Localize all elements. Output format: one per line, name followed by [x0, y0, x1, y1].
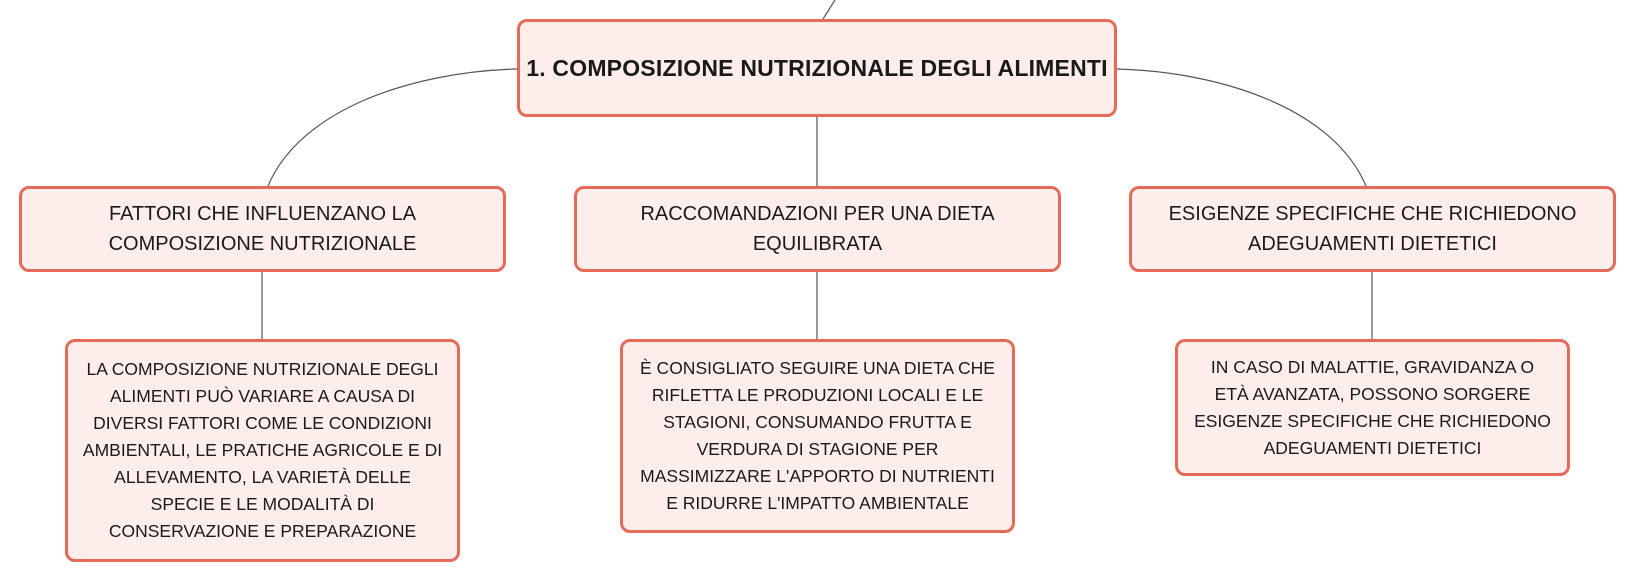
topic-label-factors: FATTORI CHE INFLUENZANO LA COMPOSIZIONE NUTRIZIONALE: [108, 203, 417, 255]
connector-root-to-branch-3: [1117, 69, 1366, 186]
subtopic-node-factors-detail[interactable]: [65, 339, 460, 562]
subtopic-text-factors-detail: LA COMPOSIZIONE NUTRIZIONALE DEGLI ALIMENTI PUÒ VARIARE A CAUSA DI DIVERSI FATTORI COME LE CONDIZIONI AMBIENTALI, LE PRATICHE AGRICOLE E DI ALLEVAMENTO, LA VARIETÀ DELLE SPECIE E LE MODALITÀ DI CONSERVAZIONE E PREPARAZIONE: [82, 359, 443, 541]
subtopic-text-specific-needs-detail: IN CASO DI MALATTIE, GRAVIDANZA O ETÀ AVANZATA, POSSONO SORGERE ESIGENZE SPECIFICHE CHE RICHIEDONO ADEGUAMENTI DIETETICI: [1194, 356, 1551, 458]
subtopic-node-recommendations-detail[interactable]: [620, 339, 1015, 533]
topic-node-specific-needs[interactable]: [1129, 186, 1616, 272]
connector-parent-to-root: [823, 0, 835, 19]
topic-node-factors[interactable]: [19, 186, 506, 272]
subtopic-node-specific-needs-detail[interactable]: [1175, 339, 1570, 476]
root-topic-node[interactable]: [517, 19, 1117, 117]
root-topic-label: 1. COMPOSIZIONE NUTRIZIONALE DEGLI ALIMENTI: [526, 54, 1108, 81]
topic-label-recommendations: RACCOMANDAZIONI PER UNA DIETA EQUILIBRATA: [640, 203, 995, 255]
topic-label-specific-needs: ESIGENZE SPECIFICHE CHE RICHIEDONO ADEGUAMENTI DIETETICI: [1168, 203, 1577, 255]
subtopic-text-recommendations-detail: È CONSIGLIATO SEGUIRE UNA DIETA CHE RIFLETTA LE PRODUZIONI LOCALI E LE STAGIONI, CONSUMANDO FRUTTA E VERDURA DI STAGIONE PER MASSIMIZZARE L'APPORTO DI NUTRIENTI E RIDURRE L'IMPATTO AMBIENTALE: [640, 358, 995, 513]
topic-node-recommendations[interactable]: [574, 186, 1061, 272]
connector-root-to-branch-1: [268, 69, 517, 186]
